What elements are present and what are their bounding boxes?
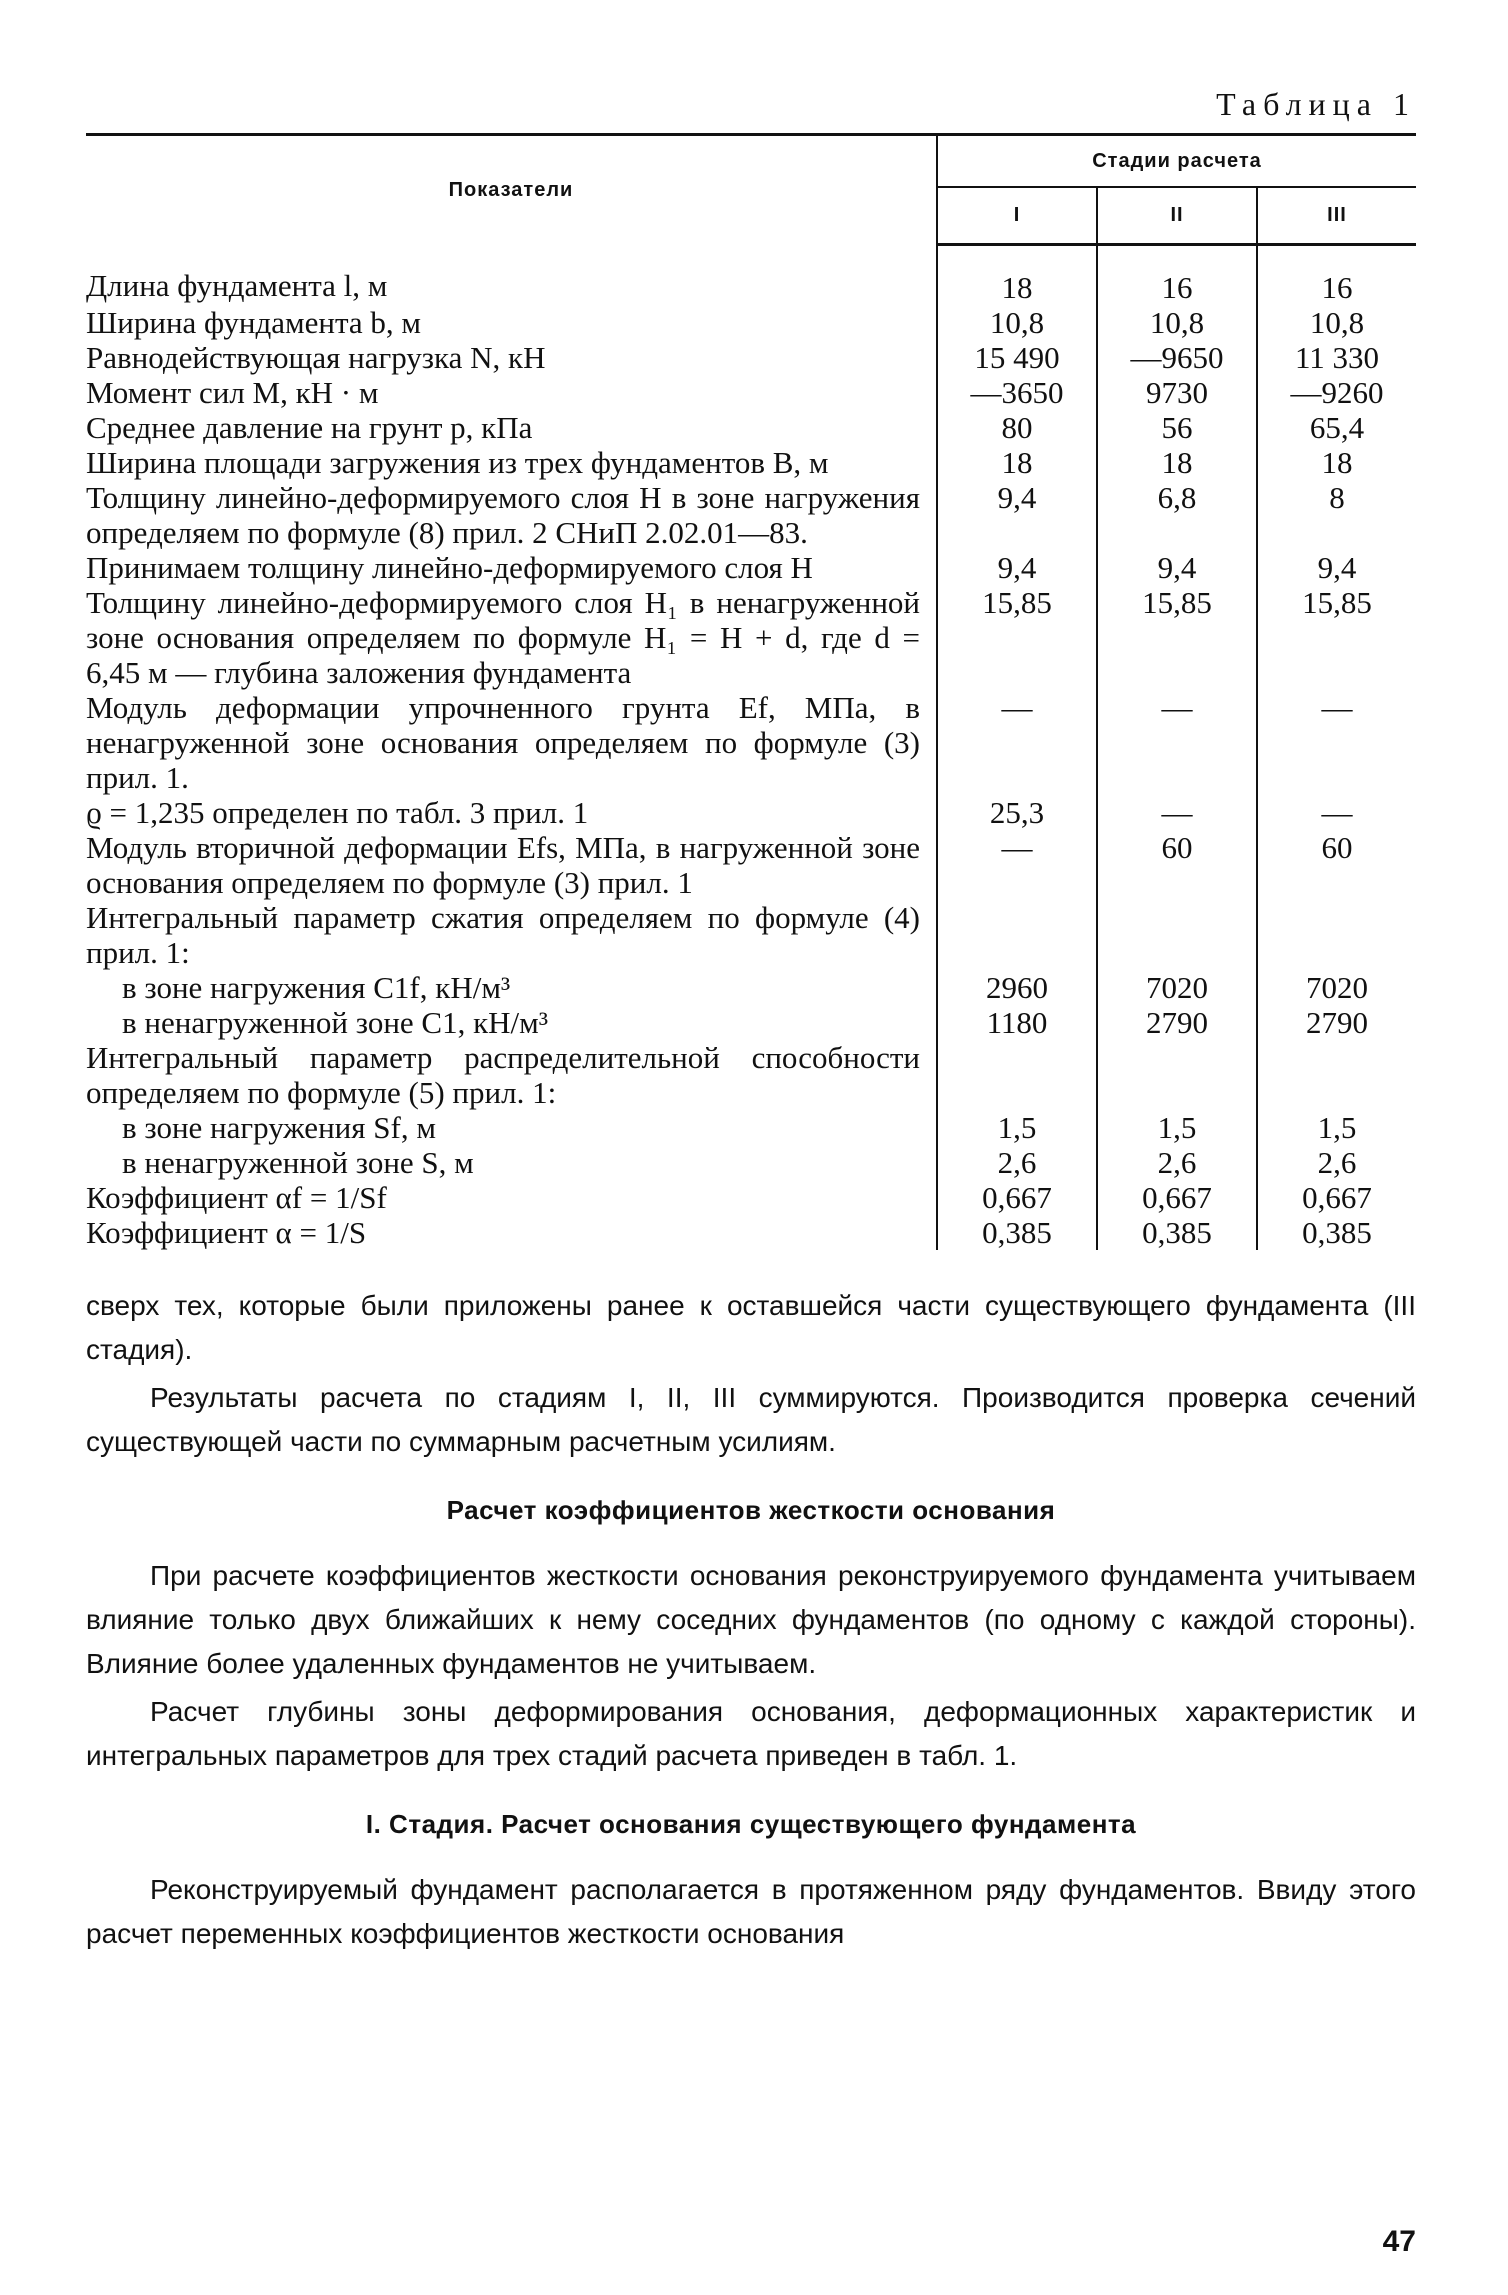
row-label: Момент сил M, кН · м — [86, 374, 379, 410]
header-stage-3: III — [1257, 187, 1416, 244]
stage-1-value: 15 490 — [937, 340, 1097, 375]
stage-3-value: — — [1257, 795, 1416, 830]
row-label: ϱ = 1,235 определен по табл. 3 прил. 1 — [86, 794, 589, 830]
table-caption: Таблица 1 — [1216, 86, 1416, 122]
stage-3-value: —9260 — [1257, 375, 1416, 410]
stage-1-value: 10,8 — [937, 305, 1097, 340]
header-stage-2: II — [1097, 187, 1257, 244]
row-label: в ненагруженной зоне S, м — [122, 1144, 474, 1180]
stage-2-value: — — [1097, 795, 1257, 830]
table-row — [86, 480, 1416, 550]
stage-3-value: 2790 — [1257, 1005, 1416, 1040]
table-body — [86, 244, 1416, 1250]
stage-2-value: 9,4 — [1097, 550, 1257, 585]
row-label: в зоне нагружения Sf, м — [122, 1109, 436, 1145]
section-heading-stage-1: I. Стадия. Расчет основания существующего фундамента — [365, 1808, 1137, 1839]
stage-2-value: — — [1097, 690, 1257, 795]
stage-2-value: 10,8 — [1097, 305, 1257, 340]
row-label: Модуль вторичной деформации Efs, МПа, в нагруженной зоне основания определяем по формуле (3) прил. 1 — [86, 829, 920, 900]
row-label: Среднее давление на грунт p, кПа — [86, 409, 533, 445]
row-label: Толщину линейно-деформируемого слоя H₁ в ненагруженной зоне основания определяем по формуле H₁ = H + d, где d = 6,45 м — глубина заложения фундамента — [86, 584, 920, 690]
paragraph-5: Реконструируемый фундамент располагается в протяженном ряду фундаментов. Ввиду этого расчет переменных коэффициентов жесткости основания — [86, 1873, 1416, 1949]
table-row — [86, 1110, 1416, 1145]
table-row — [86, 1005, 1416, 1040]
parameters-table — [86, 133, 1416, 1250]
body-text — [86, 1284, 1416, 1956]
stage-3-value: — — [1257, 690, 1416, 795]
table-row — [86, 830, 1416, 900]
stage-3-value: 2,6 — [1257, 1145, 1416, 1180]
table-row — [86, 690, 1416, 795]
stage-1-value: 80 — [937, 410, 1097, 445]
table-row — [86, 445, 1416, 480]
stage-1-value: 2,6 — [937, 1145, 1097, 1180]
page-number: 47 — [1382, 2225, 1416, 2258]
stage-2-value: 0,667 — [1097, 1180, 1257, 1215]
table-row — [86, 550, 1416, 585]
table-row — [86, 970, 1416, 1005]
row-label: Принимаем толщину линейно-деформируемого слоя H — [86, 549, 813, 585]
stage-2-value: 0,385 — [1097, 1215, 1257, 1250]
row-label: Толщину линейно-деформируемого слоя H в зоне нагружения определяем по формуле (8) прил. 2 СНиП 2.02.01—83. — [86, 479, 920, 550]
stage-1-value: 1,5 — [937, 1110, 1097, 1145]
table-row — [86, 900, 1416, 970]
stage-2-value: 1,5 — [1097, 1110, 1257, 1145]
stage-1-value: 1180 — [937, 1005, 1097, 1040]
table-row — [86, 410, 1416, 445]
stage-1-value: 15,85 — [937, 585, 1097, 690]
stage-1-value: 0,385 — [937, 1215, 1097, 1250]
stage-3-value: 18 — [1257, 445, 1416, 480]
row-label: Коэффициент αf = 1/Sf — [86, 1179, 387, 1215]
stage-3-value: 15,85 — [1257, 585, 1416, 690]
row-label: Коэффициент α = 1/S — [86, 1214, 367, 1250]
stage-3-value: 1,5 — [1257, 1110, 1416, 1145]
section-heading-stiffness: Расчет коэффициентов жесткости основания — [446, 1494, 1056, 1525]
stage-1-value: 9,4 — [937, 550, 1097, 585]
stage-3-value: 65,4 — [1257, 410, 1416, 445]
row-label: Интегральный параметр распределительной способности определяем по формуле (5) прил. 1: — [86, 1039, 920, 1110]
stage-1-value: —3650 — [937, 375, 1097, 410]
stage-2-value: 6,8 — [1097, 480, 1257, 550]
paragraph-4: Расчет глубины зоны деформирования основания, деформационных характеристик и интегральных параметров для трех стадий расчета приведен в табл. 1. — [86, 1695, 1416, 1771]
stage-3-value: 60 — [1257, 830, 1416, 900]
stage-2-value: 56 — [1097, 410, 1257, 445]
row-label: Модуль деформации упрочненного грунта Ef, МПа, в ненагруженной зоне основания определяем по формуле (3) прил. 1. — [86, 689, 920, 795]
table-row — [86, 1040, 1416, 1110]
stage-3-value: 8 — [1257, 480, 1416, 550]
stage-1-value: — — [937, 690, 1097, 795]
table-row — [86, 1180, 1416, 1215]
stage-2-value: 2790 — [1097, 1005, 1257, 1040]
stage-2-value: 2,6 — [1097, 1145, 1257, 1180]
header-stages: Стадии расчета — [937, 135, 1416, 188]
table-row — [86, 244, 1416, 305]
stage-1-value — [937, 900, 1097, 970]
stage-2-value: 15,85 — [1097, 585, 1257, 690]
row-label: Длина фундамента l, м — [86, 268, 388, 303]
header-indicators: Показатели — [86, 135, 937, 245]
stage-1-value: 18 — [937, 244, 1097, 305]
paragraph-2: Результаты расчета по стадиям I, II, III суммируются. Производится проверка сечений существующей части по суммарным расчетным усилиям. — [86, 1381, 1416, 1457]
stage-3-value — [1257, 1040, 1416, 1110]
stage-1-value: 2960 — [937, 970, 1097, 1005]
stage-3-value: 10,8 — [1257, 305, 1416, 340]
stage-1-value: 18 — [937, 445, 1097, 480]
table-row — [86, 795, 1416, 830]
paragraph-3: При расчете коэффициентов жесткости основания реконструируемого фундамента учитываем влияние только двух ближайших к нему соседних фундаментов (по одному с каждой стороны). Влияние более удаленных фундаментов не учитываем. — [86, 1559, 1416, 1679]
stage-2-value: —9650 — [1097, 340, 1257, 375]
table-row — [86, 305, 1416, 340]
row-label: Интегральный параметр сжатия определяем по формуле (4) прил. 1: — [86, 899, 920, 970]
stage-2-value: 9730 — [1097, 375, 1257, 410]
stage-3-value: 7020 — [1257, 970, 1416, 1005]
stage-2-value: 7020 — [1097, 970, 1257, 1005]
stage-3-value: 0,667 — [1257, 1180, 1416, 1215]
row-label: Ширина фундамента b, м — [86, 304, 422, 340]
stage-3-value: 9,4 — [1257, 550, 1416, 585]
paragraph-1: сверх тех, которые были приложены ранее к оставшейся части существующего фундамента (III стадия). — [86, 1289, 1416, 1365]
header-stage-1: I — [937, 187, 1097, 244]
row-label: в ненагруженной зоне C1, кН/м³ — [122, 1004, 549, 1040]
stage-3-value: 11 330 — [1257, 340, 1416, 375]
stage-3-value: 16 — [1257, 244, 1416, 305]
table-row — [86, 340, 1416, 375]
table-row — [86, 1145, 1416, 1180]
stage-1-value: 0,667 — [937, 1180, 1097, 1215]
stage-2-value: 18 — [1097, 445, 1257, 480]
table-row — [86, 1215, 1416, 1250]
table-row — [86, 585, 1416, 690]
row-label: в зоне нагружения C1f, кН/м³ — [122, 969, 511, 1005]
row-label: Равнодействующая нагрузка N, кН — [86, 339, 546, 375]
stage-3-value: 0,385 — [1257, 1215, 1416, 1250]
stage-3-value — [1257, 900, 1416, 970]
stage-2-value — [1097, 1040, 1257, 1110]
stage-1-value — [937, 1040, 1097, 1110]
stage-1-value: 25,3 — [937, 795, 1097, 830]
table-row — [86, 375, 1416, 410]
stage-1-value: 9,4 — [937, 480, 1097, 550]
stage-2-value: 16 — [1097, 244, 1257, 305]
stage-2-value — [1097, 900, 1257, 970]
stage-2-value: 60 — [1097, 830, 1257, 900]
document-page — [86, 86, 1416, 1956]
stage-1-value: — — [937, 830, 1097, 900]
row-label: Ширина площади загружения из трех фундаментов B, м — [86, 444, 829, 480]
